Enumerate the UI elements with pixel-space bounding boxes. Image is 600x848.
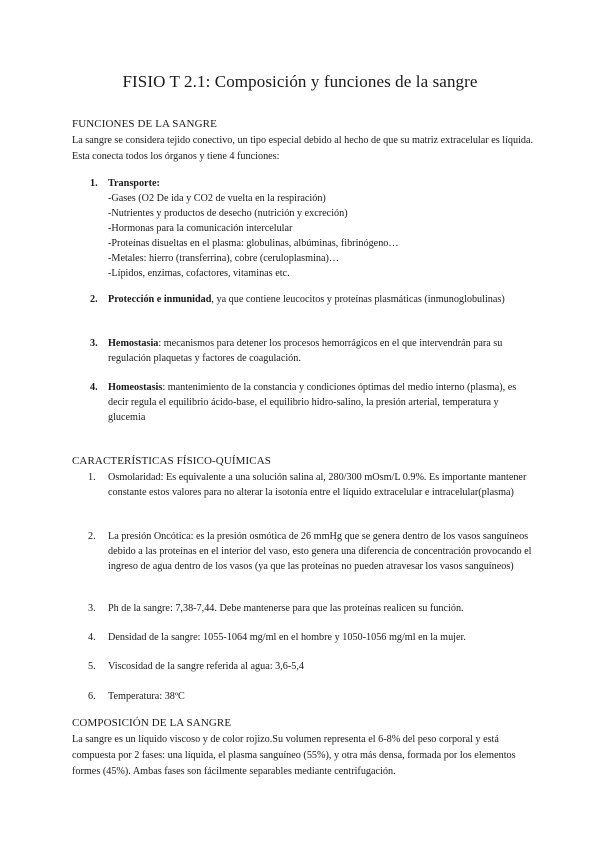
funciones-list-4: [72, 380, 534, 425]
list-item: [72, 470, 534, 500]
caracteristicas-item-2: [72, 529, 534, 574]
list-number: 1.: [90, 178, 98, 189]
list-number: 2.: [90, 294, 98, 305]
list-number: 1.: [88, 472, 96, 483]
list-item-hemostasia: [72, 336, 534, 366]
item-label: Hemostasia: [108, 338, 159, 349]
list-number: 5.: [88, 661, 96, 672]
funciones-list-3: [72, 336, 534, 366]
item-text: : mantenimiento de la constancia y condiciones óptimas del medio interno (plasma), es decir regula el equilibrio ácido-base, el equilibrio hidro-salino, la presión arterial, temperatura y glucemia: [108, 382, 517, 423]
caracteristicas-item-1: [72, 470, 534, 500]
list-item: [72, 659, 534, 674]
item-text: Densidad de la sangre: 1055-1064 mg/ml en el hombre y 1050-1056 mg/ml en la mujer.: [108, 632, 466, 643]
item-label: Homeostasis: [108, 382, 163, 393]
page-title: FISIO T 2.1: Composición y funciones de la sangre: [122, 72, 478, 91]
item-label: Transporte:: [108, 178, 160, 189]
caracteristicas-item-6: [72, 689, 534, 704]
list-number: 6.: [88, 691, 96, 702]
list-item: [72, 529, 534, 574]
caracteristicas-item-3: [72, 601, 534, 616]
sub-item: -Gases (O2 De ida y CO2 de vuelta en la respiración): [108, 193, 326, 204]
list-number: 3.: [88, 603, 96, 614]
list-item: [72, 689, 534, 704]
item-text: La presión Oncótica: es la presión osmótica de 26 mmHg que se genera dentro de los vasos sanguíneos debido a las proteínas en el interior del vaso, esto genera una diferencia de concentración provocando el ingreso de agua dentro de los vasos (ya que las proteínas no pueden atravesar los vasos sanguíneos): [108, 531, 532, 572]
item-text: Ph de la sangre: 7,38-7,44. Debe mantenerse para que las proteínas realicen su función.: [108, 603, 464, 614]
list-number: 3.: [90, 338, 98, 349]
heading-funciones: FUNCIONES DE LA SANGRE: [72, 118, 217, 130]
composicion-paragraph: La sangre es un líquido viscoso y de color rojizo.Su volumen representa el 6-8% del peso corporal y está compuesta por 2 fases: una líquida, el plasma sanguíneo (55%), y otra más densa, formada por los elementos formes (45%). Ambas fases son fácilmente separables mediante centrifugación.: [72, 734, 516, 777]
list-item-homeostasis: [72, 380, 534, 425]
funciones-list-2: [72, 292, 534, 307]
item-text: : mecanismos para detener los procesos hemorrágicos en el que intervendrán para su regulación plaquetas y factores de coagulación.: [108, 338, 503, 364]
item-text: Osmolaridad: Es equivalente a una solución salina al, 280/300 mOsm/L 0.9%. Es importante mantener constante estos valores para no alterar la isotonía entre el líquido extracelular e intracelular(plasma): [108, 472, 527, 498]
list-item: [72, 601, 534, 616]
list-item-transporte: [72, 176, 534, 281]
sub-item: -Metales: hierro (transferrina), cobre (ceruloplasmina)…: [108, 253, 340, 264]
item-text: , ya que contiene leucocitos y proteínas plasmáticas (inmunoglobulinas): [211, 294, 505, 305]
caracteristicas-item-4: [72, 630, 534, 645]
sub-item: -Nutrientes y productos de desecho (nutrición y excreción): [108, 208, 348, 219]
sub-item: -Hormonas para la comunicación intercelular: [108, 223, 293, 234]
list-number: 2.: [88, 531, 96, 542]
list-item: [72, 630, 534, 645]
list-number: 4.: [88, 632, 96, 643]
item-label: Protección e inmunidad: [108, 294, 212, 305]
item-text: Temperatura: 38ºC: [108, 691, 185, 702]
heading-composicion: COMPOSICIÓN DE LA SANGRE: [72, 717, 232, 729]
item-text: Viscosidad de la sangre referida al agua: 3,6-5,4: [108, 661, 304, 672]
heading-caracteristicas: CARACTERÍSTICAS FÍSICO-QUÍMICAS: [72, 455, 271, 467]
caracteristicas-item-5: [72, 659, 534, 674]
sub-item: -Lípidos, enzimas, cofactores, vitaminas etc.: [108, 268, 290, 279]
list-item-proteccion: [72, 292, 534, 307]
intro-paragraph: La sangre se considera tejido conectivo, un tipo especial debido al hecho de que su matriz extracelular es líquida. Esta conecta todos los órganos y tiene 4 funciones:: [72, 135, 534, 162]
list-number: 4.: [90, 382, 98, 393]
sub-item: -Proteínas disueltas en el plasma: globulinas, albúminas, fibrinógeno…: [108, 238, 399, 249]
funciones-list: [72, 176, 534, 281]
